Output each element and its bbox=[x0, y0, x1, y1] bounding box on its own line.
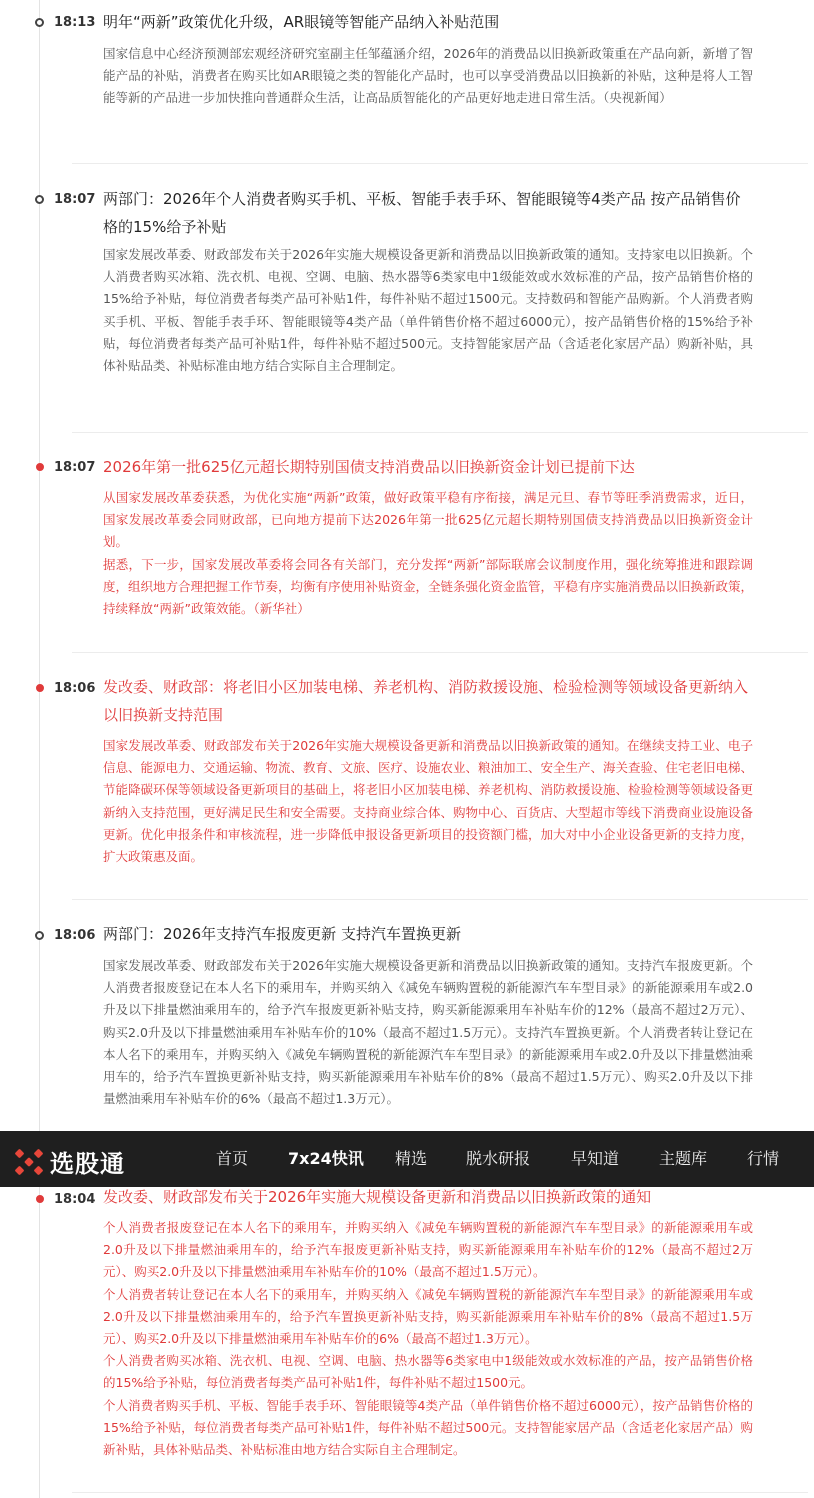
news-time: 18:06 bbox=[54, 928, 96, 943]
news-title[interactable]: 发改委、财政部发布关于2026年实施大规模设备更新和消费品以旧换新政策的通知 bbox=[103, 1188, 652, 1206]
news-body bbox=[103, 43, 753, 110]
news-title[interactable]: 2026年第一批625亿元超长期特别国债支持消费品以旧换新资金计划已提前下达 bbox=[103, 458, 635, 476]
news-title[interactable]: 两部门：2026年支持汽车报废更新 支持汽车置换更新 bbox=[103, 925, 461, 943]
logo-x-icon bbox=[14, 1147, 44, 1177]
news-body bbox=[103, 244, 753, 377]
news-body bbox=[103, 735, 753, 868]
timeline-dot bbox=[35, 18, 44, 27]
timeline-line bbox=[39, 0, 40, 1498]
logo-text: 选股通 bbox=[50, 1150, 125, 1178]
divider bbox=[72, 163, 808, 164]
timeline-dot bbox=[36, 463, 44, 471]
divider bbox=[72, 652, 808, 653]
timeline-dot bbox=[35, 195, 44, 204]
news-time: 18:07 bbox=[54, 192, 96, 207]
news-paragraph: 个人消费者购买手机、平板、智能手表手环、智能眼镜等4类产品（单件销售价格不超过6000元），按产品销售价格的15%给予补贴，每位消费者每类产品可补贴1件，每件补贴不超过500元。支持智能家居产品（含适老化家居产品）购新补贴，具体补贴品类、补贴标准由地方结合实际自主合理制定。 bbox=[103, 1397, 753, 1458]
news-time: 18:07 bbox=[54, 460, 96, 475]
news-title[interactable]: 发改委、财政部：将老旧小区加装电梯、养老机构、消防救援设施、检验检测等领域设备更新纳入以旧换新支持范围 bbox=[103, 678, 749, 724]
news-paragraph: 国家发展改革委、财政部发布关于2026年实施大规模设备更新和消费品以旧换新政策的通知。支持家电以旧换新。个人消费者购买冰箱、洗衣机、电视、空调、电脑、热水器等6类家电中1级能效或水效标准的产品，按产品销售价格的15%给予补贴，每位消费者每类产品可补贴1件，每件补贴不超过1500元。支持数码和智能产品购新。个人消费者购买手机、平板、智能手表手环、智能眼镜等4类产品（单件销售价格不超过6000元），按产品销售价格的15%给予补贴，每位消费者每类产品可补贴1件，每件补贴不超过500元。支持智能家居产品（含适老化家居产品）购新补贴，具体补贴品类、补贴标准由地方结合实际自主合理制定。 bbox=[103, 247, 753, 374]
news-body bbox=[103, 487, 753, 620]
news-paragraph: 个人消费者报废登记在本人名下的乘用车，并购买纳入《减免车辆购置税的新能源汽车车型目录》的新能源乘用车或2.0升及以下排量燃油乘用车的，给予汽车报废更新补贴支持，购买新能源乘用车补贴车价的12%（最高不超过2万元）、购买2.0升及以下排量燃油乘用车补贴车价的10%（最高不超过1.5万元）。 bbox=[103, 1220, 753, 1280]
nav-item-research[interactable]: 脱水研报 bbox=[466, 1149, 531, 1168]
logo[interactable] bbox=[14, 1144, 125, 1179]
news-paragraph: 个人消费者购买冰箱、洗衣机、电视、空调、电脑、热水器等6类家电中1级能效或水效标准的产品，按产品销售价格的15%给予补贴，每位消费者每类产品可补贴1件，每件补贴不超过1500元。 bbox=[103, 1353, 753, 1391]
divider bbox=[72, 899, 808, 900]
timeline-dot bbox=[35, 931, 44, 940]
news-paragraph: 国家发展改革委、财政部发布关于2026年实施大规模设备更新和消费品以旧换新政策的通知。支持汽车报废更新。个人消费者报废登记在本人名下的乘用车，并购买纳入《减免车辆购置税的新能源汽车车型目录》的新能源乘用车或2.0升及以下排量燃油乘用车的，给予汽车报废更新补贴支持，购买新能源乘用车补贴车价的12%（最高不超过2万元）、购买2.0升及以下排量燃油乘用车补贴车价的10%（最高不超过1.5万元）。支持汽车置换更新。个人消费者转让登记在本人名下的乘用车，并购买纳入《减免车辆购置税的新能源汽车车型目录》的新能源乘用车或2.0升及以下排量燃油乘用车的，给予汽车置换更新补贴支持，购买新能源乘用车补贴车价的8%（最高不超过1.5万元）、购买2.0升及以下排量燃油乘用车补贴车价的6%（最高不超过1.3万元）。 bbox=[103, 958, 753, 1107]
news-paragraph: 个人消费者转让登记在本人名下的乘用车，并购买纳入《减免车辆购置税的新能源汽车车型目录》的新能源乘用车或2.0升及以下排量燃油乘用车的，给予汽车置换更新补贴支持，购买新能源乘用车补贴车价的8%（最高不超过1.5万元）、购买2.0升及以下排量燃油乘用车补贴车价的6%（最高不超过1.3万元）。 bbox=[103, 1286, 753, 1347]
news-title[interactable]: 明年“两新”政策优化升级，AR眼镜等智能产品纳入补贴范围 bbox=[103, 13, 500, 31]
timeline-dot bbox=[36, 1195, 44, 1203]
divider bbox=[72, 1492, 808, 1493]
nav-item-home[interactable]: 首页 bbox=[216, 1149, 249, 1168]
nav-item-featured[interactable]: 精选 bbox=[395, 1149, 428, 1168]
timeline-dot bbox=[36, 684, 44, 692]
news-time: 18:04 bbox=[54, 1192, 96, 1207]
news-body bbox=[103, 955, 753, 1110]
news-time: 18:13 bbox=[54, 15, 96, 30]
nav-item-market[interactable]: 行情 bbox=[747, 1149, 780, 1168]
news-time: 18:06 bbox=[54, 681, 96, 696]
nav-item-early-know[interactable]: 早知道 bbox=[571, 1149, 620, 1168]
news-paragraph: 从国家发展改革委获悉，为优化实施“两新”政策，做好政策平稳有序衔接，满足元旦、春节等旺季消费需求，近日，国家发展改革委会同财政部，已向地方提前下达2026年第一批625亿元超长期特别国债支持消费品以旧换新资金计划。 bbox=[103, 490, 753, 550]
top-nav-bar bbox=[0, 1131, 814, 1187]
news-body bbox=[103, 1217, 753, 1461]
news-paragraph: 国家信息中心经济预测部宏观经济研究室副主任邹蕴涵介绍，2026年的消费品以旧换新政策重在产品向新，新增了智能产品的补贴，消费者在购买比如AR眼镜之类的智能化产品时，也可以享受消费品以旧换新的补贴，这种是将人工智能等新的产品进一步加快推向普通群众生活，让高品质智能化的产品更好地走进日常生活。（央视新闻） bbox=[103, 46, 753, 106]
nav-item-themes[interactable]: 主题库 bbox=[659, 1149, 708, 1168]
news-paragraph: 国家发展改革委、财政部发布关于2026年实施大规模设备更新和消费品以旧换新政策的通知。在继续支持工业、电子信息、能源电力、交通运输、物流、教育、文旅、医疗、设施农业、粮油加工、安全生产、海关查验、住宅老旧电梯、节能降碳环保等领域设备更新项目的基础上，将老旧小区加装电梯、养老机构、消防救援设施、检验检测等领域设备更新纳入支持范围，更好满足民生和安全需要。支持商业综合体、购物中心、百货店、大型超市等线下消费商业设施设备更新。优化申报条件和审核流程，进一步降低申报设备更新项目的投资额门槛，加大对中小企业设备更新的支持力度，扩大政策惠及面。 bbox=[103, 738, 754, 865]
divider bbox=[72, 432, 808, 433]
nav-item-7x24-news[interactable]: 7x24快讯 bbox=[288, 1149, 364, 1168]
news-paragraph: 据悉，下一步，国家发展改革委将会同各有关部门，充分发挥“两新”部际联席会议制度作用，强化统筹推进和跟踪调度，组织地方合理把握工作节奏，均衡有序使用补贴资金，全链条强化资金监管，平稳有序实施消费品以旧换新政策，持续释放“两新”政策效能。（新华社） bbox=[103, 556, 754, 617]
news-title[interactable]: 两部门：2026年个人消费者购买手机、平板、智能手表手环、智能眼镜等4类产品 按产品销售价格的15%给予补贴 bbox=[103, 190, 741, 236]
